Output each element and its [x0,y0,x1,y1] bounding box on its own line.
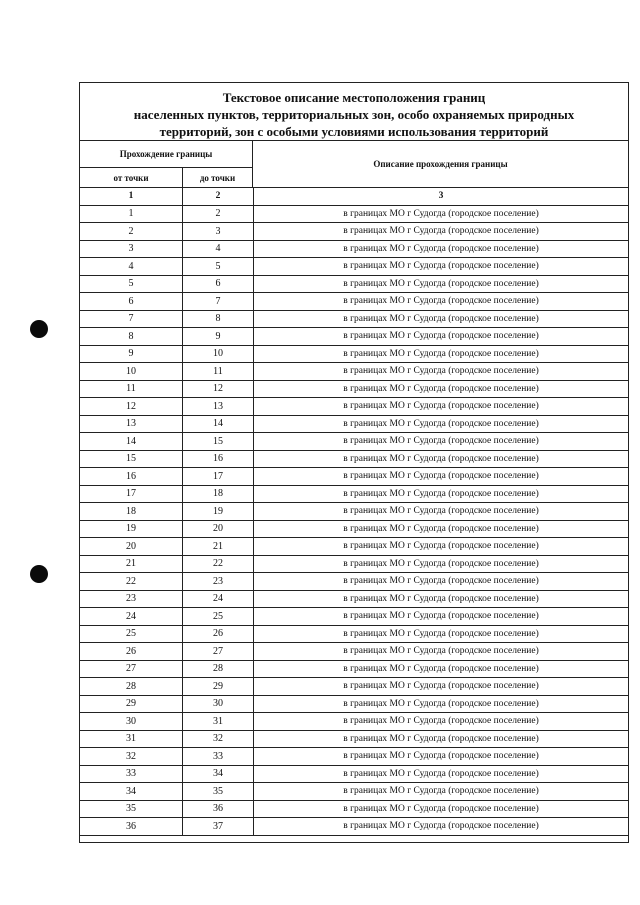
description-cell: в границах МО г Судогда (городское поселение) [343,488,539,499]
from-point-cell: 20 [80,538,183,555]
description-cell: в границах МО г Судогда (городское поселение) [343,453,539,464]
description-cell: в границах МО г Судогда (городское поселение) [343,681,539,692]
from-point-cell: 28 [80,678,183,695]
table-row [80,696,628,714]
description-cell: в границах МО г Судогда (городское поселение) [343,331,539,342]
table-row [80,346,628,364]
to-point-cell: 35 [183,783,254,800]
description-cell: в границах МО г Судогда (городское поселение) [343,751,539,762]
description-cell: в границах МО г Судогда (городское поселение) [343,803,539,814]
from-point-cell: 7 [80,311,183,328]
table-row [80,223,628,241]
description-cell: в границах МО г Судогда (городское поселение) [343,401,539,412]
table-row [80,556,628,574]
from-point-cell: 10 [80,363,183,380]
to-point-cell: 9 [183,328,254,345]
from-point-cell: 35 [80,801,183,818]
table-row [80,608,628,626]
table-row [80,661,628,679]
from-point-cell: 30 [80,713,183,730]
table-row [80,206,628,224]
description-cell: в границах МО г Судогда (городское поселение) [343,383,539,394]
table-row [80,258,628,276]
description-cell: в границах МО г Судогда (городское поселение) [343,768,539,779]
to-point-cell: 2 [183,206,254,223]
table-row [80,766,628,784]
table-row [80,416,628,434]
description-cell: в границах МО г Судогда (городское поселение) [343,733,539,744]
table-row [80,433,628,451]
to-point-cell: 27 [183,643,254,660]
title-line-1: Текстовое описание местоположения границ [222,90,486,105]
from-point-cell: 2 [80,223,183,240]
table-row [80,503,628,521]
from-point-cell: 29 [80,696,183,713]
description-cell: в границах МО г Судогда (городское поселение) [343,611,539,622]
from-point-cell: 13 [80,416,183,433]
to-point-cell: 36 [183,801,254,818]
to-point-cell: 22 [183,556,254,573]
table-row [80,398,628,416]
to-point-cell: 8 [183,311,254,328]
to-point-cell: 30 [183,696,254,713]
from-point-cell: 26 [80,643,183,660]
from-point-cell: 27 [80,661,183,678]
table-row [80,643,628,661]
from-point-cell: 8 [80,328,183,345]
table-row [80,748,628,766]
description-cell: в границах МО г Судогда (городское поселение) [343,296,539,307]
from-point-cell: 21 [80,556,183,573]
to-point-cell: 5 [183,258,254,275]
description-cell: в границах МО г Судогда (городское поселение) [343,646,539,657]
to-point-cell: 3 [183,223,254,240]
description-cell: в границах МО г Судогда (городское поселение) [343,716,539,727]
table-row [80,468,628,486]
to-point-cell: 7 [183,293,254,310]
description-cell: в границах МО г Судогда (городское поселение) [343,278,539,289]
table-body [80,206,628,836]
description-cell: в границах МО г Судогда (городское поселение) [343,313,539,324]
to-point-cell: 26 [183,626,254,643]
description-cell: в границах МО г Судогда (городское поселение) [343,576,539,587]
to-point-cell: 15 [183,433,254,450]
from-point-cell: 23 [80,591,183,608]
from-point-cell: 24 [80,608,183,625]
description-cell: в границах МО г Судогда (городское поселение) [343,418,539,429]
to-point-cell: 28 [183,661,254,678]
to-point-cell: 37 [183,818,254,835]
table-row [80,486,628,504]
to-point-cell: 6 [183,276,254,293]
to-point-cell: 24 [183,591,254,608]
from-point-cell: 34 [80,783,183,800]
table-row [80,363,628,381]
table-row [80,276,628,294]
to-point-cell: 18 [183,486,254,503]
table-row [80,591,628,609]
to-point-cell: 11 [183,363,254,380]
from-point-cell: 36 [80,818,183,835]
from-point-cell: 17 [80,486,183,503]
from-point-cell: 25 [80,626,183,643]
to-point-cell: 4 [183,241,254,258]
description-cell: в границах МО г Судогда (городское поселение) [343,348,539,359]
description-cell: в границах МО г Судогда (городское поселение) [343,261,539,272]
table-row [80,538,628,556]
to-point-cell: 10 [183,346,254,363]
from-point-cell: 19 [80,521,183,538]
from-point-cell: 16 [80,468,183,485]
to-point-cell: 20 [183,521,254,538]
boundary-table [80,141,628,836]
title-line-2: населенных пунктов, территориальных зон, особо охраняемых природных [133,107,575,122]
from-point-cell: 1 [80,206,183,223]
to-point-cell: 23 [183,573,254,590]
from-point-cell: 12 [80,398,183,415]
punch-hole-bottom [30,565,48,583]
table-row [80,678,628,696]
header-from-point: от точки [80,168,183,187]
to-point-cell: 31 [183,713,254,730]
table-row [80,626,628,644]
description-cell: в границах МО г Судогда (городское поселение) [343,366,539,377]
table-row [80,783,628,801]
title-line-3: территорий, зон с особыми условиями использования территорий [159,124,549,139]
table-row [80,731,628,749]
description-cell: в границах МО г Судогда (городское поселение) [343,541,539,552]
description-cell: в границах МО г Судогда (городское поселение) [343,628,539,639]
from-point-cell: 3 [80,241,183,258]
to-point-cell: 32 [183,731,254,748]
to-point-cell: 21 [183,538,254,555]
to-point-cell: 12 [183,381,254,398]
table-row [80,381,628,399]
to-point-cell: 25 [183,608,254,625]
column-number-1: 1 [80,188,183,205]
to-point-cell: 19 [183,503,254,520]
header-description: Описание прохождения границы [373,159,508,169]
description-cell: в границах МО г Судогда (городское поселение) [343,698,539,709]
description-cell: в границах МО г Судогда (городское поселение) [343,663,539,674]
to-point-cell: 29 [183,678,254,695]
from-point-cell: 14 [80,433,183,450]
description-cell: в границах МО г Судогда (городское поселение) [343,593,539,604]
from-point-cell: 5 [80,276,183,293]
description-cell: в границах МО г Судогда (городское поселение) [343,471,539,482]
table-row [80,801,628,819]
from-point-cell: 32 [80,748,183,765]
column-number-3: 3 [438,191,444,202]
header-passage: Прохождение границы [80,141,253,168]
table-row [80,293,628,311]
punch-hole-top [30,320,48,338]
table-row [80,311,628,329]
header-to-point: до точки [183,168,253,187]
table-row [80,241,628,259]
description-cell: в границах МО г Судогда (городское поселение) [343,208,539,219]
from-point-cell: 6 [80,293,183,310]
from-point-cell: 4 [80,258,183,275]
to-point-cell: 14 [183,416,254,433]
description-cell: в границах МО г Судогда (городское поселение) [343,821,539,832]
table-row [80,713,628,731]
to-point-cell: 17 [183,468,254,485]
table-row [80,818,628,836]
description-cell: в границах МО г Судогда (городское поселение) [343,506,539,517]
document-frame [79,82,629,843]
from-point-cell: 31 [80,731,183,748]
from-point-cell: 11 [80,381,183,398]
column-number-2: 2 [183,188,254,205]
description-cell: в границах МО г Судогда (городское поселение) [343,786,539,797]
table-header [80,141,628,188]
table-row [80,451,628,469]
to-point-cell: 33 [183,748,254,765]
from-point-cell: 15 [80,451,183,468]
description-cell: в границах МО г Судогда (городское поселение) [343,523,539,534]
to-point-cell: 16 [183,451,254,468]
description-cell: в границах МО г Судогда (городское поселение) [343,436,539,447]
table-row [80,521,628,539]
description-cell: в границах МО г Судогда (городское поселение) [343,243,539,254]
table-row [80,573,628,591]
description-cell: в границах МО г Судогда (городское поселение) [343,226,539,237]
from-point-cell: 22 [80,573,183,590]
from-point-cell: 33 [80,766,183,783]
from-point-cell: 9 [80,346,183,363]
to-point-cell: 13 [183,398,254,415]
column-number-row [80,188,628,206]
document-title [80,83,628,141]
from-point-cell: 18 [80,503,183,520]
table-row [80,328,628,346]
to-point-cell: 34 [183,766,254,783]
description-cell: в границах МО г Судогда (городское поселение) [343,558,539,569]
